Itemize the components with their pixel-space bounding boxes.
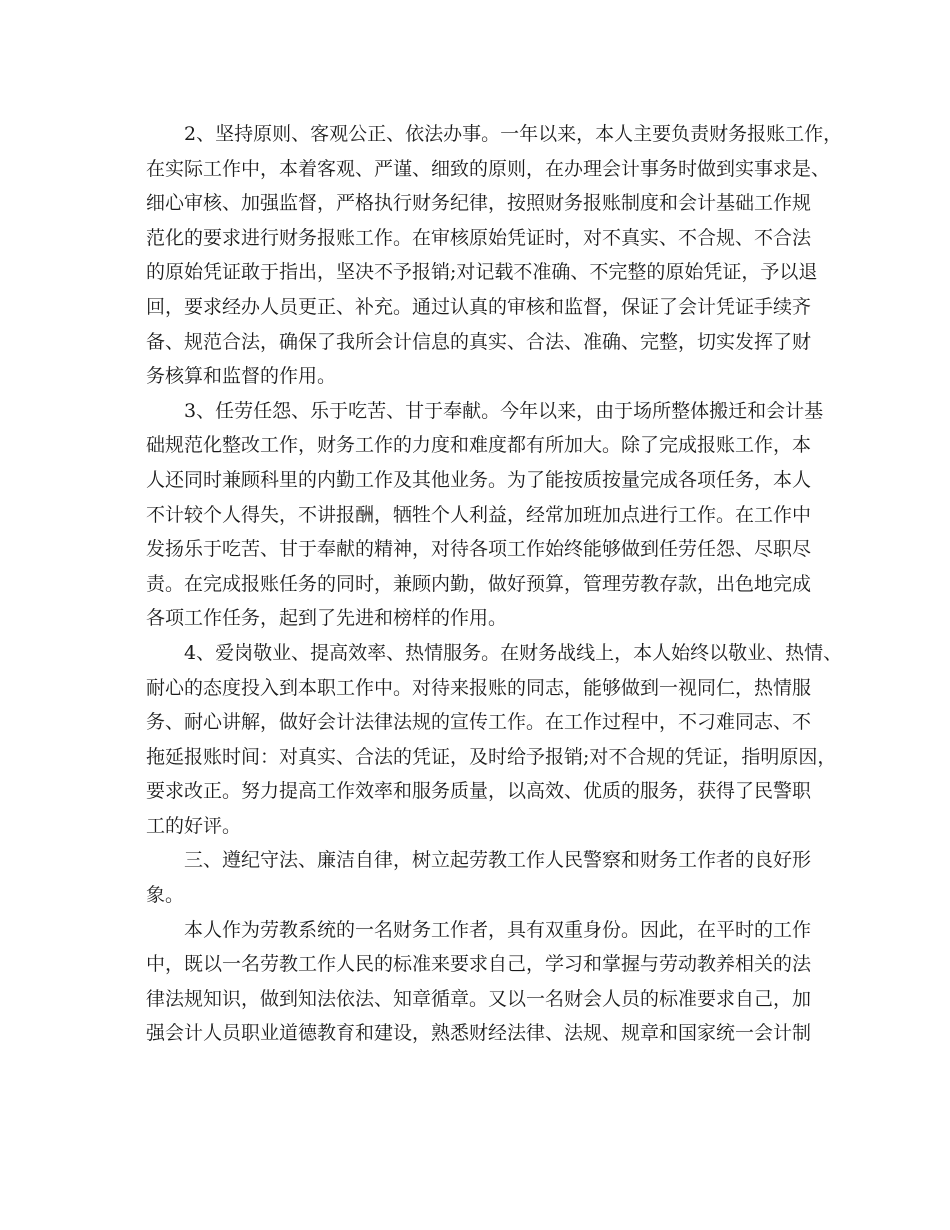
- text-line: 耐心的态度投入到本职工作中。对待来报账的同志，能够做到一视同仁，热情服: [146, 676, 812, 699]
- text-line: 人还同时兼顾科里的内勤工作及其他业务。为了能按质按量完成各项任务，本人: [146, 468, 812, 491]
- text-line: 拖延报账时间：对真实、合法的凭证，及时给予报销;对不合规的凭证，指明原因，: [146, 745, 837, 768]
- text-line: 的原始凭证敢于指出，坚决不予报销;对记载不准确、不完整的原始凭证，予以退: [146, 261, 818, 284]
- text-line: 各项工作任务，起到了先进和榜样的作用。: [146, 607, 508, 630]
- text-line: 发扬乐于吃苦、甘于奉献的精神，对待各项工作始终能够做到任劳任怨、尽职尽: [146, 538, 812, 561]
- text-line: 要求改正。努力提高工作效率和服务质量，以高效、优质的服务，获得了民警职: [146, 780, 812, 803]
- text-line: 3、任劳任怨、乐于吃苦、甘于奉献。今年以来，由于场所整体搬迁和会计基: [184, 399, 824, 422]
- text-line: 2、坚持原则、客观公正、依法办事。一年以来，本人主要负责财务报账工作，: [184, 123, 843, 145]
- text-line: 工的好评。: [146, 814, 242, 837]
- text-line: 象。: [146, 884, 185, 907]
- text-line: 回，要求经办人员更正、补充。通过认真的审核和监督，保证了会计凭证手续齐: [146, 295, 812, 318]
- document-body: [146, 117, 843, 1051]
- text-line: 责。在完成报账任务的同时，兼顾内勤，做好预算，管理劳教存款，出色地完成: [146, 572, 812, 595]
- text-line: 不计较个人得失，不讲报酬，牺牲个人利益，经常加班加点进行工作。在工作中: [146, 503, 812, 526]
- text-line: 本人作为劳教系统的一名财务工作者，具有双重身份。因此，在平时的工作: [184, 918, 812, 941]
- text-line: 务、耐心讲解，做好会计法律法规的宣传工作。在工作过程中，不刁难同志、不: [146, 711, 812, 734]
- text-line: 律法规知识，做到知法依法、知章循章。又以一名财会人员的标准要求自己，加: [146, 987, 812, 1010]
- text-line: 4、爱岗敬业、提高效率、热情服务。在财务战线上，本人始终以敬业、热情、: [184, 641, 843, 664]
- text-line: 强会计人员职业道德教育和建设，熟悉财经法律、法规、规章和国家统一会计制: [146, 1022, 812, 1045]
- text-line: 范化的要求进行财务报账工作。在审核原始凭证时，对不真实、不合规、不合法: [146, 226, 812, 249]
- text-line: 三、遵纪守法、廉洁自律，树立起劳教工作人民警察和财务工作者的良好形: [184, 849, 812, 872]
- text-line: 细心审核、加强监督，严格执行财务纪律，按照财务报账制度和会计基础工作规: [146, 192, 812, 215]
- text-line: 中，既以一名劳教工作人民的标准来要求自己，学习和掌握与劳动教养相关的法: [146, 953, 812, 976]
- text-line: 在实际工作中，本着客观、严谨、细致的原则，在办理会计事务时做到实事求是、: [146, 157, 831, 180]
- text-line: 础规范化整改工作，财务工作的力度和难度都有所加大。除了完成报账工作，本: [146, 434, 812, 457]
- text-line: 务核算和监督的作用。: [146, 365, 337, 388]
- text-line: 备、规范合法，确保了我所会计信息的真实、合法、准确、完整，切实发挥了财: [146, 330, 812, 353]
